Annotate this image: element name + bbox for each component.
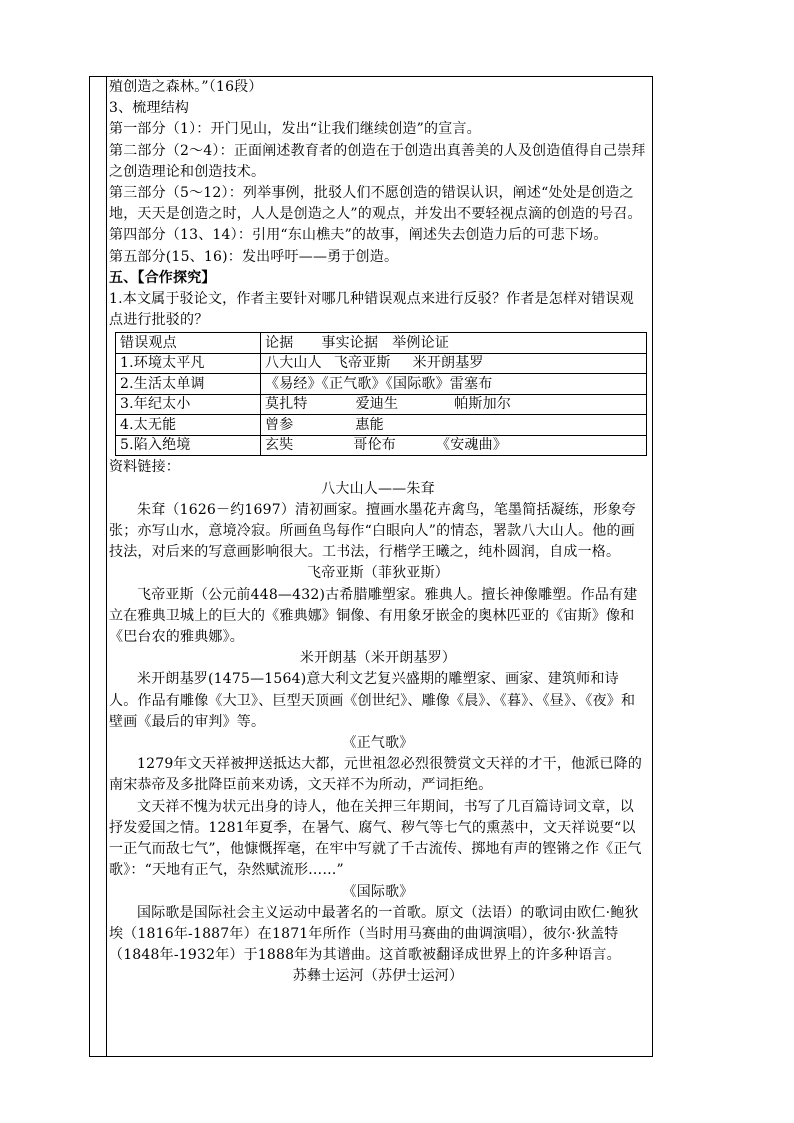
header-label: 事实论据 <box>321 334 379 351</box>
text-line: 第一部分（1）：开门见山，发出“让我们继续创造”的宣言。 <box>109 121 481 138</box>
text-line: 殖创造之森林。”（16段） <box>109 79 263 95</box>
evidence-cell <box>261 435 647 456</box>
view-cell: 3.年纪太小 <box>116 394 261 415</box>
material-title: 《正气歌》 <box>342 735 414 752</box>
material-body: 米开朗基罗(1475—1564)意大利文艺复兴盛期的雕塑家、画家、建筑师和诗人。作品有雕像《大卫》、巨型天顶画《创世纪》、雕像《晨》、《暮》、《昼》、《夜》和壁画《最后的审判》等。 <box>109 671 636 730</box>
evidence-item: 爱迪生 <box>355 396 399 413</box>
table-row <box>116 353 647 374</box>
evidence-item: 哥伦布 <box>353 437 397 454</box>
evidence-cell <box>261 374 647 395</box>
header-label: 举例论证 <box>392 334 450 351</box>
material-body: 飞帝亚斯（公元前448—432)古希腊雕塑家。雅典人。擅长神像雕塑。作品有建立在雅典卫城上的巨大的《雅典娜》铜像、有用象牙嵌金的奥林匹亚的《宙斯》像和《巴台农的雅典娜》。 <box>109 586 638 646</box>
material-title: 飞帝亚斯（菲狄亚斯） <box>307 565 449 582</box>
evidence-item: 八大山人 <box>265 355 322 372</box>
material-title: 八大山人——朱耷 <box>321 480 435 497</box>
column-divider <box>106 76 107 1057</box>
evidence-cell <box>261 394 647 415</box>
evidence-item: 《易经》《正气歌》《国际歌》雷塞布 <box>265 375 493 392</box>
table-row <box>116 394 647 415</box>
evidence-item: 莫扎特 <box>265 396 308 413</box>
header-label: 论据 <box>265 334 294 351</box>
text-line: 第五部分(15、16)：发出呼吁——勇于创造。 <box>109 248 399 265</box>
section-heading: 五、【合作探究】 <box>109 269 216 286</box>
text-line: 第二部分（2～4）：正面阐述教育者的创造在于创造出真善美的人及创造值得自己崇拜之创造理论和创造技术。 <box>109 142 646 180</box>
header-cell <box>261 333 647 354</box>
material-body: 文天祥不愧为状元出身的诗人，他在关押三年期间，书写了几百篇诗词文章，以抒发爱国之情。1281年夏季，在暑气、腐气、秽气等七气的熏蒸中，文天祥说要“以一正气而敌七气”，他慷慨挥毫，在牢中写就了千古流传、掷地有声的铿锵之作《正气歌》：“天地有正气，杂然赋流形……” <box>109 798 642 879</box>
material-title: 《国际歌》 <box>342 883 414 900</box>
evidence-item: 玄奘 <box>265 437 294 454</box>
material-body: 朱耷（1626－约1697）清初画家。擅画水墨花卉禽鸟，笔墨简括凝练，形象夸张；亦写山水，意境冷寂。所画鱼鸟每作“白眼向人”的情态，署款八大山人。他的画技法，对后来的写意画影响很大。工书法，行楷学王曦之，纯朴圆润，自成一格。 <box>109 501 636 561</box>
evidence-item: 帕斯加尔 <box>454 396 512 413</box>
view-cell: 4.太无能 <box>116 415 261 436</box>
table-header-row <box>116 333 647 354</box>
material-body: 国际歌是国际社会主义运动中最著名的一首歌。原文（法语）的歌词由欧仁·鲍狄埃（1816年-1887年）在1871年所作（当时用马赛曲的曲调演唱），彼尔·狄盖特（1848年-1932年）于1888年为其谱曲。这首歌被翻译成世界上的许多种语言。 <box>109 904 639 964</box>
material-body: 1279年文天祥被押送抵达大都，元世祖忽必烈很赞赏文天祥的才干，他派已降的南宋恭帝及多批降臣前来劝诱，文天祥不为所动，严词拒绝。 <box>109 756 643 794</box>
evidence-item: 飞帝亚斯 <box>333 355 391 372</box>
material-title: 米开朗基（米开朗基罗） <box>299 650 457 667</box>
evidence-item: 惠能 <box>355 416 384 433</box>
text-line: 第四部分（13、14）：引用“东山樵夫”的故事，阐述失去创造力后的可悲下场。 <box>109 227 608 244</box>
materials-label: 资料链接： <box>109 459 180 476</box>
question: 1.本文属于驳论文，作者主要针对哪几种错误观点来进行反驳？作者是怎样对错误观点进行批驳的？ <box>109 291 634 329</box>
evidence-item: 曾参 <box>265 416 294 433</box>
material-title: 苏彝士运河（苏伊士运河） <box>292 968 464 985</box>
table-row <box>116 415 647 436</box>
text-line: 第三部分（5～12）：列举事例，批驳人们不愿创造的错误认识，阐述“处处是创造之地，天天是创造之时，人人是创造之人”的观点，并发出不要轻视点滴的创造的号召。 <box>109 185 642 223</box>
view-cell: 1.环境太平凡 <box>116 353 261 374</box>
document-content <box>109 77 647 988</box>
evidence-cell <box>261 353 647 374</box>
section-heading: 3、梳理结构 <box>109 100 190 117</box>
table-row <box>116 435 647 456</box>
evidence-cell <box>261 415 647 436</box>
evidence-item: 《安魂曲》 <box>436 437 508 454</box>
table-row <box>116 374 647 395</box>
view-cell: 2.生活太单调 <box>116 374 261 395</box>
evidence-item: 米开朗基罗 <box>412 355 484 372</box>
view-cell: 5.陷入绝境 <box>116 435 261 456</box>
header-cell: 错误观点 <box>116 333 261 354</box>
error-views-table <box>115 332 647 456</box>
